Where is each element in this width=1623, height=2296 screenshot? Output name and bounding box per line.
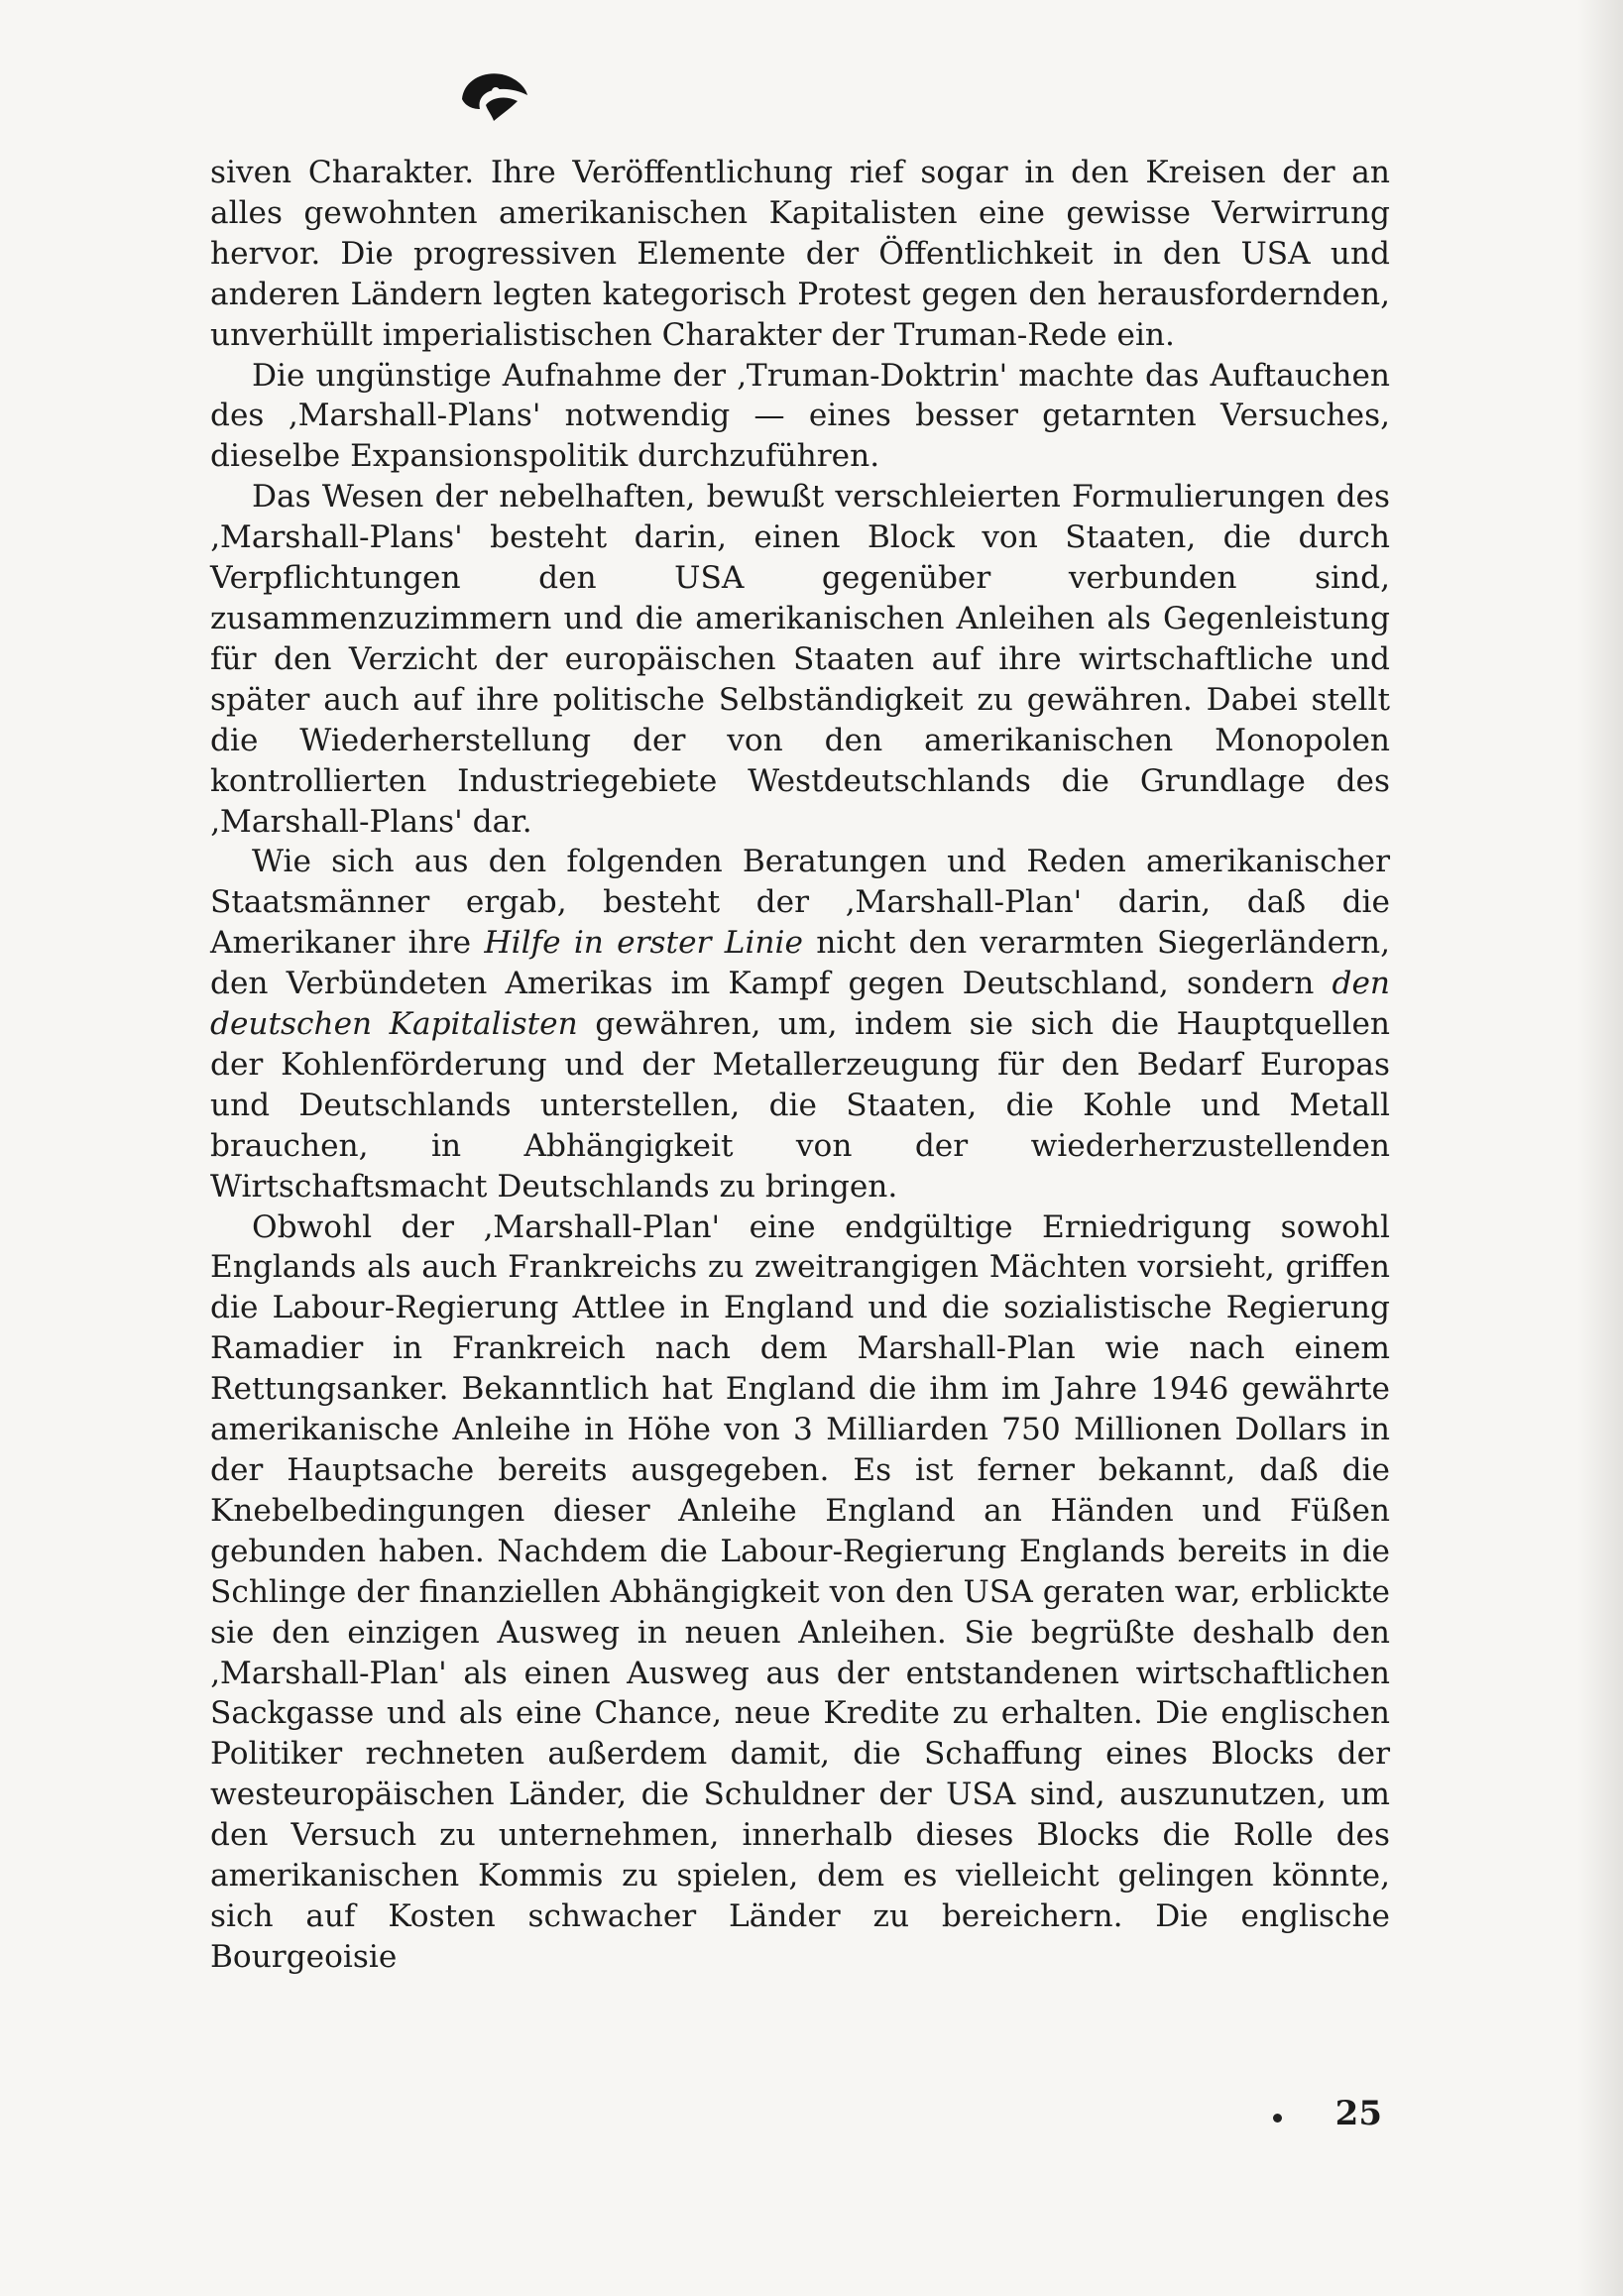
page-number: 25 <box>1334 2094 1382 2133</box>
body-text <box>210 153 1390 1978</box>
paragraph-text: Die ungünstige Aufnahme der ‚Truman-Doktrin' machte das Auftauchen des ‚Marshall-Plans' notwendig — eines besser getarnten Versuches, dieselbe Expansionspolitik durchzuführen. <box>210 357 1390 475</box>
paragraph-text: Wie sich aus den folgenden Beratungen und Reden amerikanischer Staatsmänner ergab, besteht der ‚Marshall-Plan' darin, daß die Amerikaner ihre <box>210 844 1390 962</box>
paragraph-text: siven Charakter. Ihre Veröffentlichung rief sogar in den Kreisen der an alles gewohnten amerikanischen Kapitalisten eine gewisse Verwirrung hervor. Die progressiven Elemente der Öffentlichkeit in den USA und anderen Ländern legten kategorisch Protest gegen den herausfordernden, unverhüllt imperialistischen Charakter der Truman-Rede ein. <box>210 155 1390 353</box>
paragraph-2 <box>210 356 1390 478</box>
page-number-dot <box>1273 2114 1282 2123</box>
paragraph-text: Das Wesen der nebelhaften, bewußt verschleierten Formulierungen des ‚Marshall-Plans' besteht darin, einen Block von Staaten, die durch Verpflichtungen den USA gegenüber verbunden sind, zusammenzuzimmern und die amerikanischen Anleihen als Gegenleistung für den Verzicht der europäischen Staaten auf ihre wirtschaftliche und später auch auf ihre politische Selbständigkeit zu gewähren. Dabei stellt die Wiederherstellung der von den amerikanischen Monopolen kontrollierten Industriegebiete Westdeutschlands die Grundlage des ‚Marshall-Plans' dar. <box>210 479 1390 840</box>
printer-ornament-icon <box>456 65 531 127</box>
emphasized-text: den deutschen Kapitalisten <box>210 966 1390 1043</box>
paragraph-1 <box>210 153 1390 356</box>
emphasized-text: Hilfe in erster Linie <box>484 925 803 962</box>
paragraph-text: nicht den verarmten Siegerländern, den Verbündeten Amerikas im Kampf gegen Deutschland, sondern <box>210 925 1390 1002</box>
paragraph-5 <box>210 1207 1390 1978</box>
paragraph-3 <box>210 477 1390 842</box>
paragraph-text: gewähren, um, indem sie sich die Hauptquellen der Kohlenförderung und der Metallerzeugung für den Bedarf Europas und Deutschlands unterstellen, die Staaten, die Kohle und Metall brauchen, in Abhängigkeit von der wiederherzustellenden Wirtschaftsmacht Deutschlands zu bringen. <box>210 1006 1390 1205</box>
page-edge-shadow <box>1577 0 1623 2296</box>
paragraph-4 <box>210 842 1390 1206</box>
paragraph-text: Obwohl der ‚Marshall-Plan' eine endgültige Erniedrigung sowohl Englands als auch Frankreichs zu zweitrangigen Mächten vorsieht, griffen die Labour-Regierung Attlee in England und die sozialistische Regierung Ramadier in Frankreich nach dem Marshall-Plan wie nach einem Rettungsanker. Bekanntlich hat England die ihm im Jahre 1946 gewährte amerikanische Anleihe in Höhe von 3 Milliarden 750 Millionen Dollars in der Hauptsache bereits ausgegeben. Es ist ferner bekannt, daß die Knebelbedingungen dieser Anleihe England an Händen und Füßen gebunden haben. Nachdem die Labour-Regierung Englands bereits in die Schlinge der finanziellen Abhängigkeit von den USA geraten war, erblickte sie den einzigen Ausweg in neuen Anleihen. Sie begrüßte deshalb den ‚Marshall-Plan' als einen Ausweg aus der entstandenen wirtschaftlichen Sackgasse und als eine Chance, neue Kredite zu erhalten. Die englischen Politiker rechneten außerdem damit, die Schaffung eines Blocks der westeuropäischen Länder, die Schuldner der USA sind, auszunutzen, um den Versuch zu unternehmen, innerhalb dieses Blocks die Rolle des amerikanischen Kommis zu spielen, dem es vielleicht gelingen könnte, sich auf Kosten schwacher Länder zu bereichern. Die englische Bourgeoisie <box>210 1208 1390 1975</box>
